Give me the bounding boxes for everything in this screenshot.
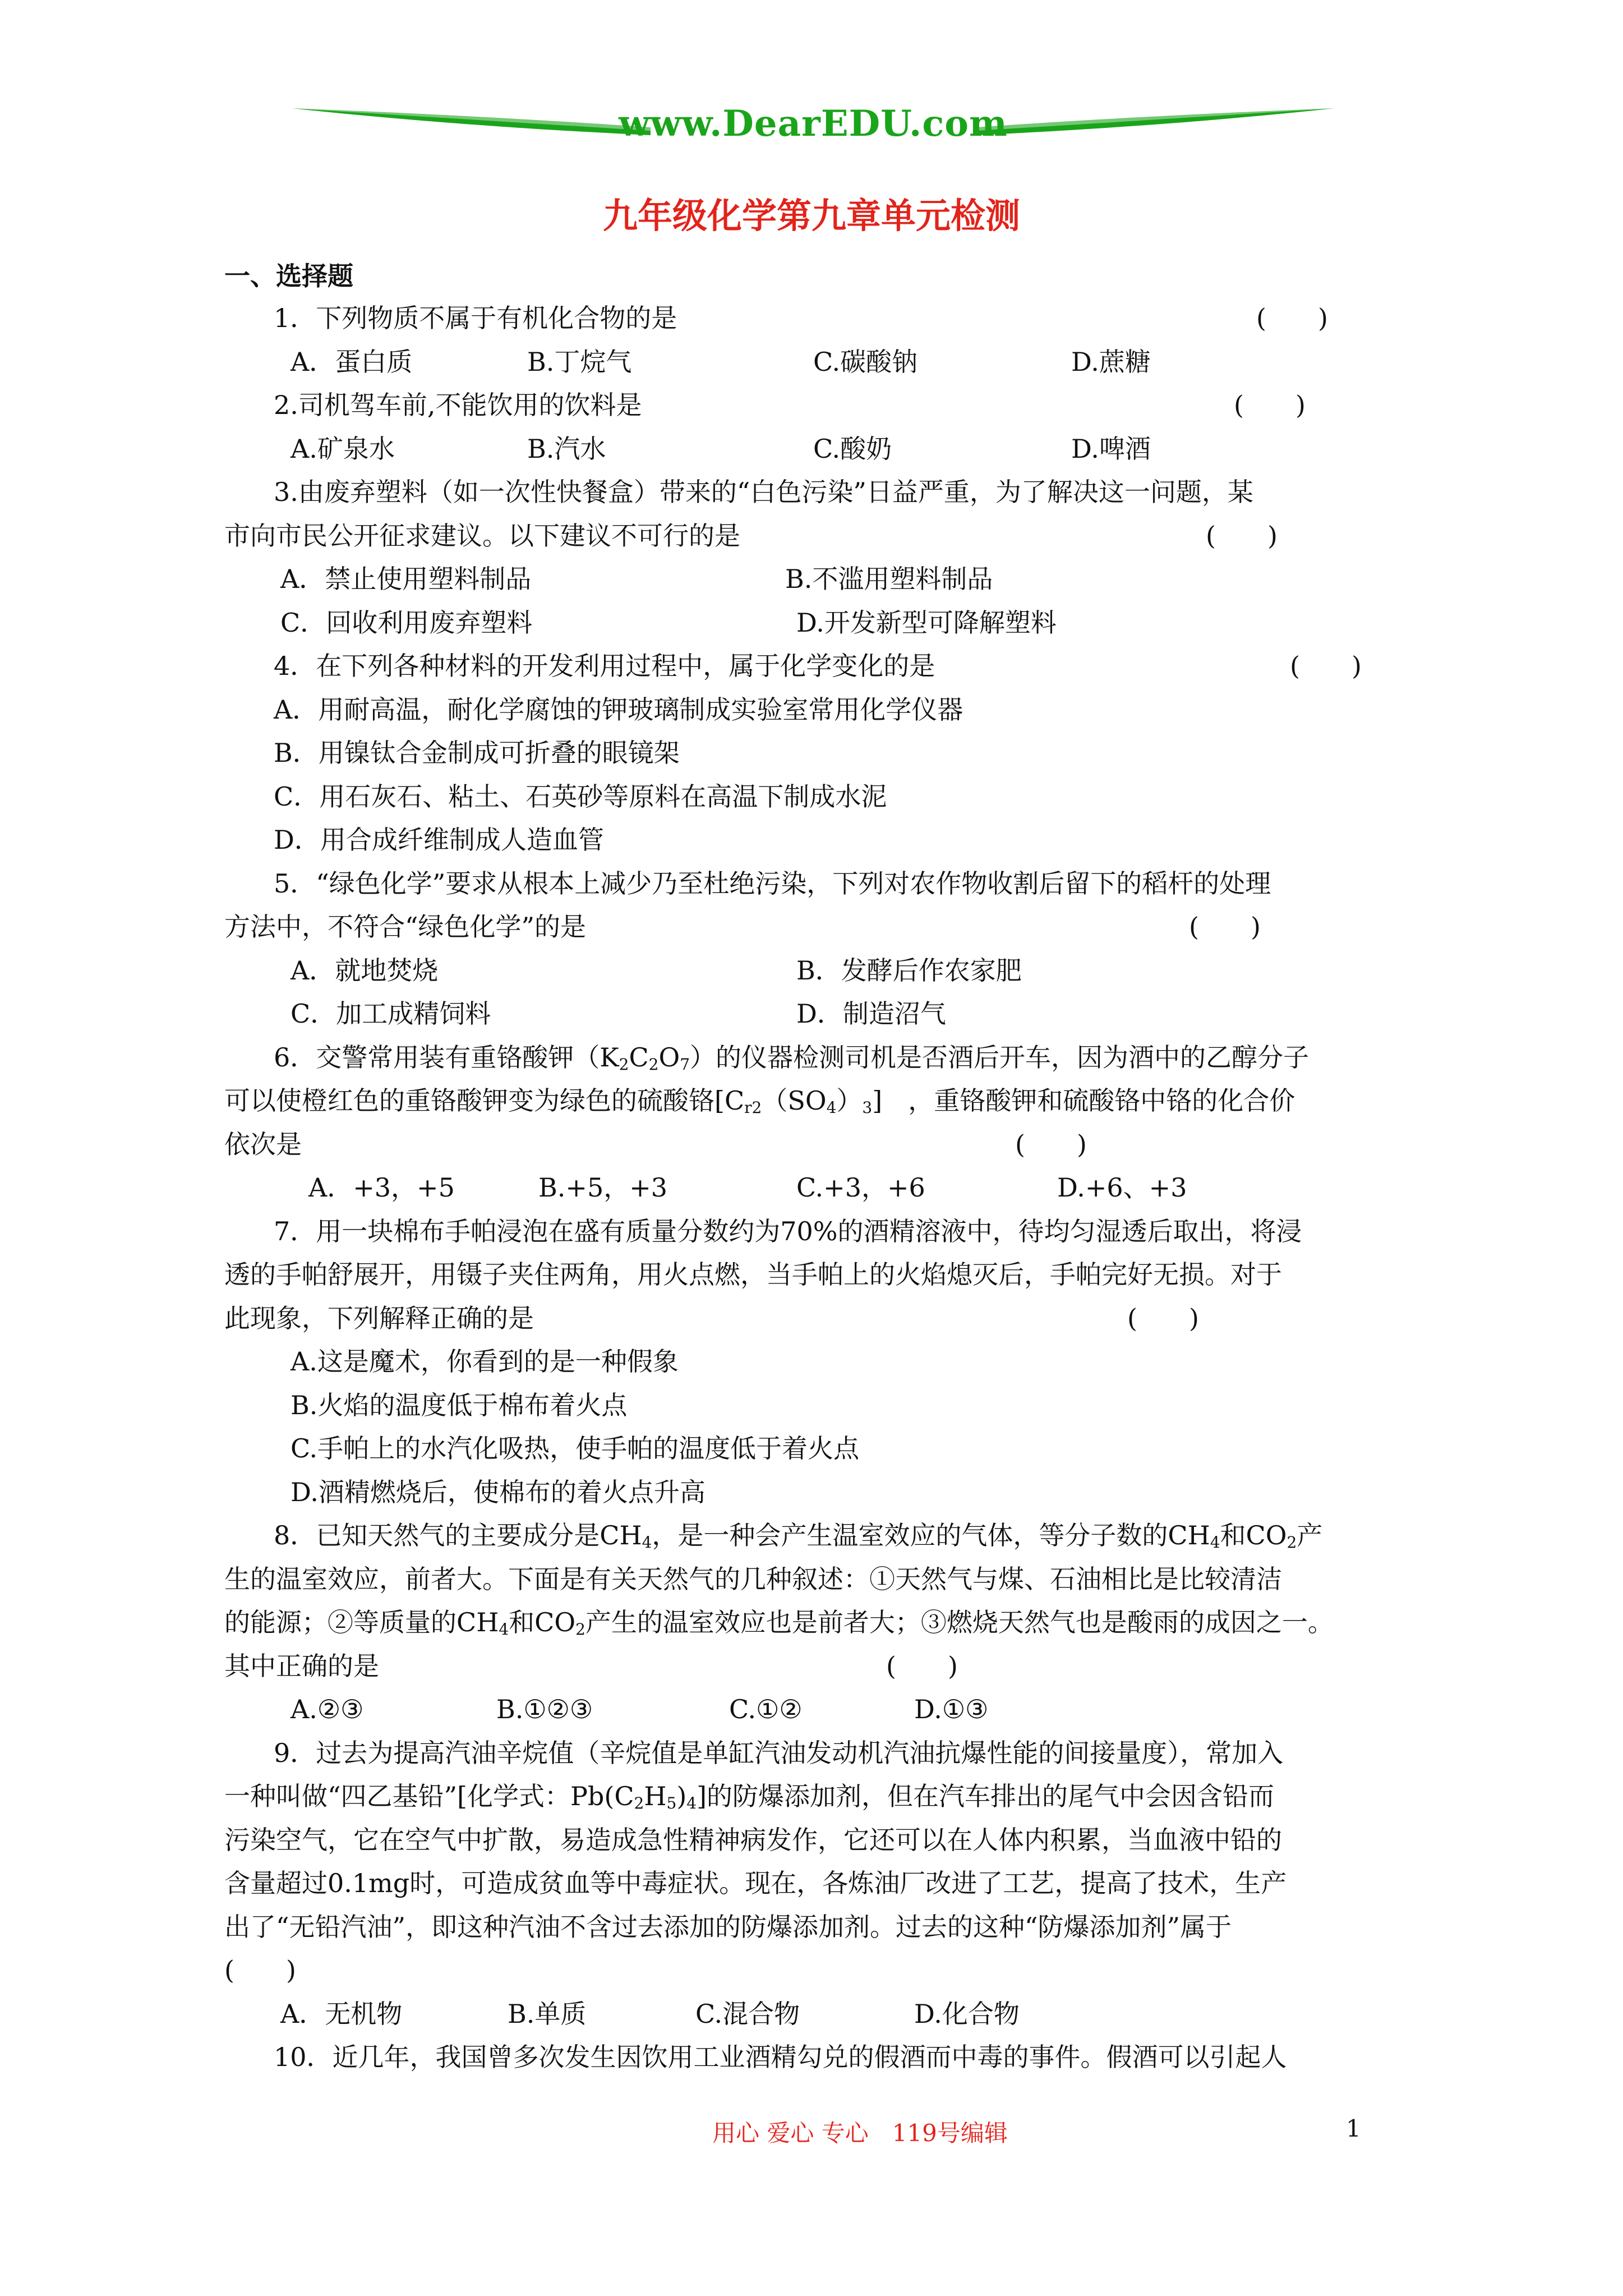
q7-option-c: C.手帕上的水汽化吸热，使手帕的温度低于着火点 bbox=[291, 1433, 860, 1464]
text-span: D.啤酒 bbox=[1071, 433, 1151, 464]
text-span: ）的仪器检测司机是否酒后开车，因为酒中的乙醇分子 bbox=[690, 1042, 1310, 1073]
q1-options bbox=[224, 341, 1419, 384]
question-list bbox=[224, 255, 1419, 2079]
q7-option-b: B.火焰的温度低于棉布着火点 bbox=[291, 1389, 628, 1420]
q7-line3 bbox=[224, 1297, 1419, 1341]
text-span: D．制造沼气 bbox=[796, 999, 946, 1029]
q8-options bbox=[224, 1688, 1419, 1732]
q10-line1: 10．近几年，我国曾多次发生因饮用工业酒精勾兑的假酒而中毒的事件。假酒可以引起人 bbox=[274, 2042, 1287, 2072]
q9-line3: 污染空气，它在空气中扩散，易造成急性精神病发作，它还可以在人体内积累，当血液中铅的 bbox=[224, 1824, 1282, 1855]
text-span: 和CO bbox=[509, 1607, 576, 1637]
text-span: ] ，重铬酸钾和硫酸铬中铬的化合价 bbox=[872, 1085, 1295, 1116]
subscript: r2 bbox=[744, 1098, 762, 1117]
text-span: A．蛋白质 bbox=[291, 346, 413, 377]
q3-line1: 3.由废弃塑料（如一次性快餐盒）带来的“白色污染”日益严重，为了解决这一问题，某 bbox=[274, 477, 1253, 507]
text-span: D.蔗糖 bbox=[1071, 346, 1151, 377]
text-span: A．禁止使用塑料制品 bbox=[280, 564, 532, 594]
q8-line1 bbox=[224, 1514, 1419, 1558]
text-span: 的能源；②等质量的CH bbox=[224, 1607, 499, 1637]
q8-line4 bbox=[224, 1645, 1419, 1688]
text-span: 2.司机驾车前,不能饮用的饮料是 bbox=[274, 390, 642, 420]
text-span: C．加工成精饲料 bbox=[291, 999, 491, 1029]
q3-options-cd bbox=[224, 601, 1419, 645]
text-span: C.①② bbox=[729, 1694, 803, 1724]
q8-line3 bbox=[224, 1601, 1419, 1645]
answer-paren: ( ) bbox=[1234, 390, 1306, 420]
text-span: B.单质 bbox=[508, 1998, 587, 2029]
q4-stem bbox=[224, 645, 1419, 688]
answer-paren: ( ) bbox=[886, 1650, 958, 1681]
text-span: 1．下列物质不属于有机化合物的是 bbox=[274, 303, 677, 333]
text-span: C.混合物 bbox=[695, 1998, 800, 2029]
text-span: D.化合物 bbox=[914, 1998, 1020, 2029]
footer-text: 用心 爱心 专心 119号编辑 bbox=[712, 2119, 1008, 2147]
q4-option-d: D．用合成纤维制成人造血管 bbox=[274, 825, 604, 855]
subscript: 5 bbox=[666, 1794, 677, 1812]
q7-line2: 透的手帕舒展开，用镊子夹住两角，用火点燃，当手帕上的火焰熄灭后，手帕完好无损。对于 bbox=[224, 1259, 1282, 1290]
answer-paren: ( ) bbox=[1206, 520, 1278, 551]
q6-options bbox=[224, 1166, 1419, 1210]
q7-line1: 7．用一块棉布手帕浸泡在盛有质量分数约为70%的酒精溶液中，待均匀湿透后取出，将浸 bbox=[274, 1216, 1302, 1246]
text-span: 8．已知天然气的主要成分是CH bbox=[274, 1520, 642, 1550]
subscript: 2 bbox=[619, 1055, 629, 1074]
text-span: D.①③ bbox=[914, 1694, 989, 1724]
subscript: 4 bbox=[642, 1533, 652, 1552]
q4-option-c: C．用石灰石、粘土、石英砂等原料在高温下制成水泥 bbox=[274, 781, 887, 812]
q9-line2 bbox=[224, 1775, 1419, 1819]
text-span: A．就地焚烧 bbox=[291, 955, 439, 986]
q3-options-ab bbox=[224, 558, 1419, 601]
text-span: C.碳酸钠 bbox=[813, 346, 918, 377]
text-span: C．回收利用废弃塑料 bbox=[280, 607, 533, 638]
site-url: www.DearEDU.com bbox=[619, 103, 1008, 145]
q4-option-a: A．用耐高温，耐化学腐蚀的钾玻璃制成实验室常用化学仪器 bbox=[274, 694, 963, 725]
q2-stem bbox=[224, 384, 1419, 427]
q7-option-a: A.这是魔术，你看到的是一种假象 bbox=[291, 1346, 679, 1377]
text-span: A．无机物 bbox=[280, 1998, 403, 2029]
text-span: 可以使橙红色的重铬酸钾变为绿色的硫酸铬[C bbox=[224, 1085, 745, 1116]
text-span: 市向市民公开征求建议。以下建议不可行的是 bbox=[224, 520, 740, 551]
text-span: 4．在下列各种材料的开发利用过程中，属于化学变化的是 bbox=[274, 651, 935, 681]
text-span: 其中正确的是 bbox=[224, 1650, 379, 1681]
page-title: 九年级化学第九章单元检测 bbox=[602, 195, 1020, 236]
subscript: 2 bbox=[648, 1055, 659, 1074]
text-span: ） bbox=[836, 1085, 863, 1116]
text-span: 产 bbox=[1297, 1520, 1323, 1550]
answer-paren: ( ) bbox=[1127, 1303, 1199, 1333]
text-span: D.开发新型可降解塑料 bbox=[796, 607, 1057, 638]
q5-options-ab bbox=[224, 949, 1419, 993]
text-span: 方法中，不符合“绿色化学”的是 bbox=[224, 912, 587, 942]
q6-line2 bbox=[224, 1079, 1419, 1123]
q9-options bbox=[224, 1993, 1419, 2036]
q7-option-d: D.酒精燃烧后，使棉布的着火点升高 bbox=[291, 1476, 706, 1507]
site-banner bbox=[292, 98, 1335, 154]
q1-stem bbox=[224, 297, 1419, 341]
text-span: 依次是 bbox=[224, 1129, 302, 1159]
subscript: 2 bbox=[575, 1620, 585, 1639]
subscript: 4 bbox=[686, 1794, 697, 1812]
q9-line6: ( ) bbox=[224, 1955, 296, 1985]
text-span: B.①②③ bbox=[496, 1694, 593, 1724]
page-footer bbox=[0, 2115, 1623, 2148]
subscript: 4 bbox=[826, 1098, 837, 1117]
text-span: C.+3，+6 bbox=[796, 1172, 925, 1203]
answer-paren: ( ) bbox=[1290, 651, 1362, 681]
text-span: 一种叫做“四乙基铅”[化学式：Pb(C bbox=[224, 1781, 634, 1811]
text-span: 6．交警常用装有重铬酸钾（K bbox=[274, 1042, 619, 1073]
q5-line1: 5．“绿色化学”要求从根本上减少乃至杜绝污染，下列对农作物收割后留下的稻杆的处理 bbox=[274, 868, 1271, 899]
answer-paren: ( ) bbox=[1256, 303, 1328, 333]
text-span: B．发酵后作农家肥 bbox=[796, 955, 1022, 986]
text-span: B.丁烷气 bbox=[527, 346, 632, 377]
text-span: D.+6、+3 bbox=[1057, 1172, 1187, 1203]
q5-options-cd bbox=[224, 992, 1419, 1036]
text-span: B.+5，+3 bbox=[538, 1172, 668, 1203]
text-span: ]的防爆添加剂，但在汽车排出的尾气中会因含铅而 bbox=[697, 1781, 1275, 1811]
text-span: O bbox=[658, 1042, 680, 1073]
q4-option-b: B．用镍钛合金制成可折叠的眼镜架 bbox=[274, 738, 680, 768]
q9-line4: 含量超过0.1mg时，可造成贫血等中毒症状。现在，各炼油厂改进了工艺，提高了技术，生产 bbox=[224, 1868, 1287, 1898]
text-span: A.矿泉水 bbox=[291, 433, 395, 464]
text-span: B.不滥用塑料制品 bbox=[785, 564, 993, 594]
q3-line2 bbox=[224, 514, 1419, 558]
text-span: （SO bbox=[762, 1085, 827, 1116]
text-span: A．+3，+5 bbox=[308, 1172, 455, 1203]
subscript: 4 bbox=[1210, 1533, 1220, 1552]
q5-line2 bbox=[224, 905, 1419, 949]
text-span: C.酸奶 bbox=[813, 433, 892, 464]
page-number: 1 bbox=[1346, 2115, 1361, 2142]
answer-paren: ( ) bbox=[1189, 912, 1261, 942]
text-span: C bbox=[629, 1042, 649, 1073]
text-span: 和CO bbox=[1220, 1520, 1287, 1550]
q9-line5: 出了“无铅汽油”，即这种汽油不含过去添加的防爆添加剂。过去的这种“防爆添加剂”属于 bbox=[224, 1911, 1232, 1942]
text-span: 此现象，下列解释正确的是 bbox=[224, 1303, 534, 1333]
text-span: ) bbox=[676, 1781, 687, 1811]
q9-line1: 9．过去为提高汽油辛烷值（辛烷值是单缸汽油发动机汽油抗爆性能的间接量度），常加入 bbox=[274, 1737, 1284, 1768]
text-span: A.②③ bbox=[291, 1694, 364, 1724]
subscript: 7 bbox=[680, 1055, 690, 1074]
answer-paren: ( ) bbox=[1015, 1129, 1087, 1159]
q8-line2: 生的温室效应，前者大。下面是有关天然气的几种叙述：①天然气与煤、石油相比是比较清洁 bbox=[224, 1563, 1282, 1594]
subscript: 4 bbox=[499, 1620, 509, 1639]
section-heading: 一、选择题 bbox=[224, 261, 353, 291]
q6-line1 bbox=[224, 1036, 1419, 1080]
text-span: 产生的温室效应也是前者大；③燃烧天然气也是酸雨的成因之一。 bbox=[585, 1607, 1334, 1637]
subscript: 2 bbox=[1287, 1533, 1297, 1552]
q6-line3 bbox=[224, 1123, 1419, 1167]
text-span: ，是一种会产生温室效应的气体，等分子数的CH bbox=[652, 1520, 1210, 1550]
q2-options bbox=[224, 427, 1419, 471]
text-span: B.汽水 bbox=[527, 433, 606, 464]
subscript: 2 bbox=[634, 1794, 644, 1812]
subscript: 3 bbox=[862, 1098, 873, 1117]
text-span: H bbox=[644, 1781, 667, 1811]
